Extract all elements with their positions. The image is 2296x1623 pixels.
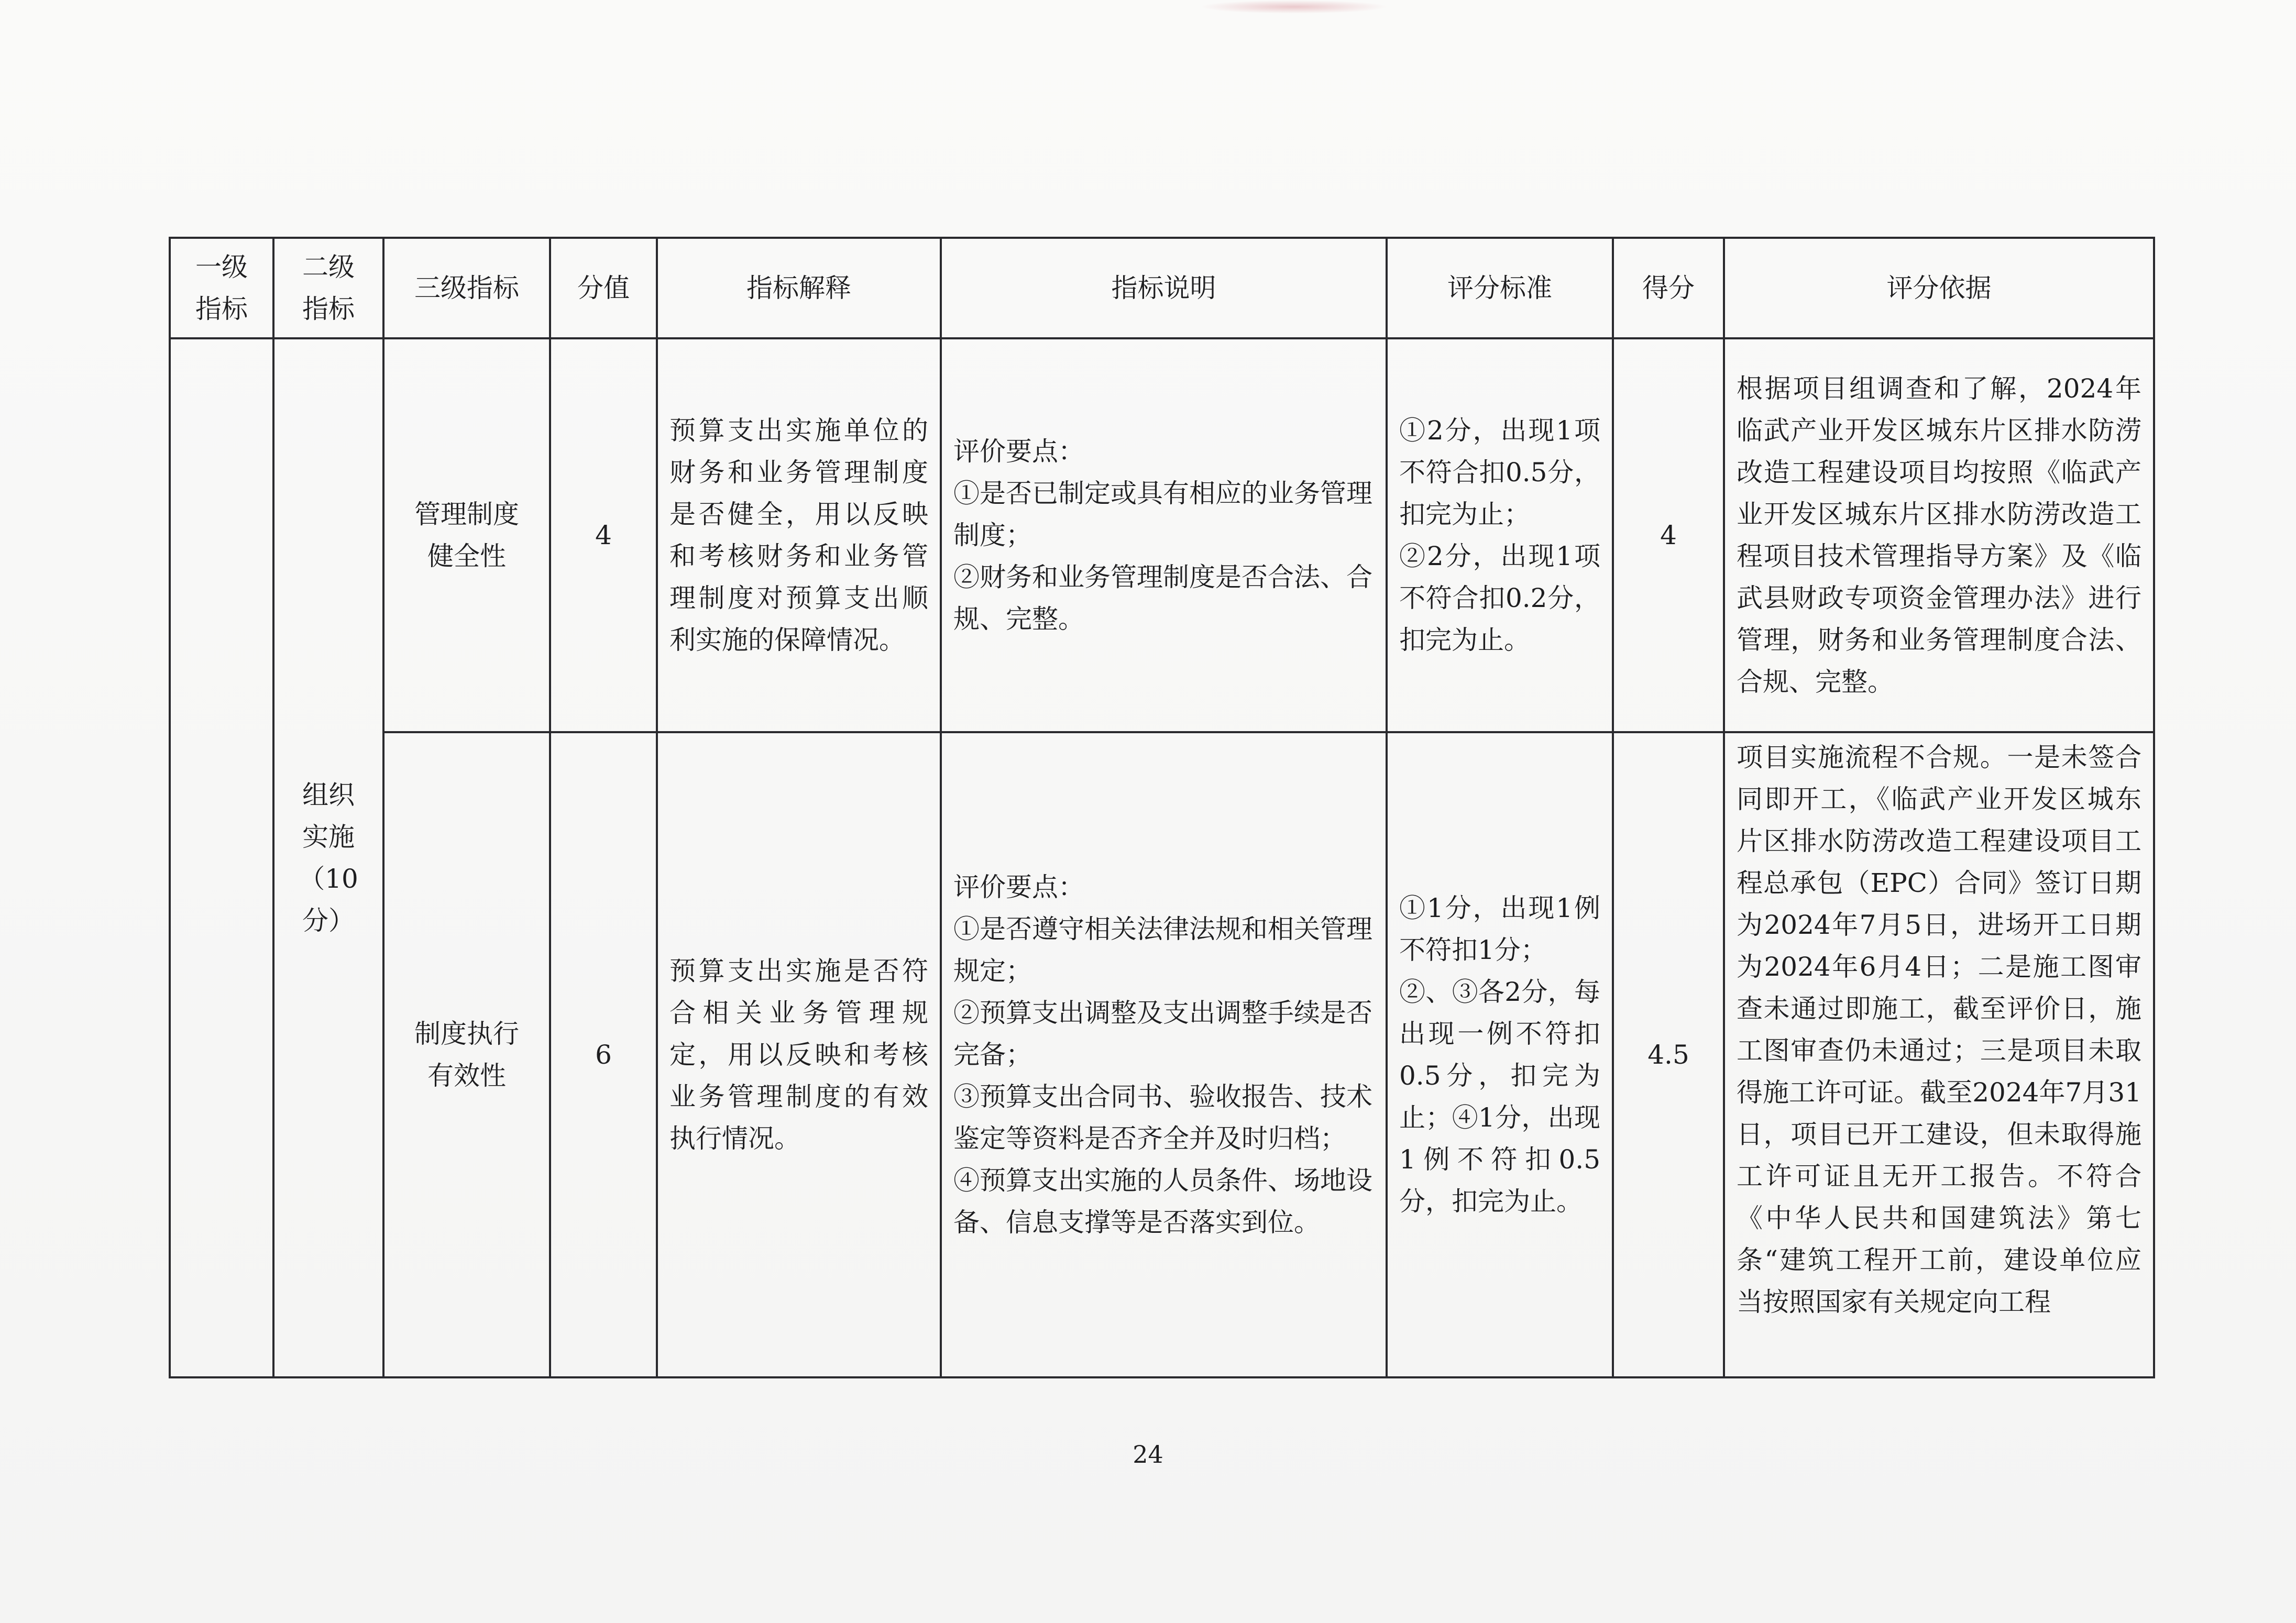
- cell-criteria: ①2分，出现1项不符合扣0.5分，扣完为止； ②2分，出现1项不符合扣0.2分，扣完为止。: [1387, 338, 1613, 732]
- cell-score: 4.5: [1613, 732, 1724, 1377]
- header-basis: 评分依据: [1724, 238, 2154, 338]
- header-level3: 三级指标: [383, 238, 550, 338]
- cell-level2: 组织 实施 （10 分）: [273, 338, 383, 1377]
- cell-value: 4: [550, 338, 657, 732]
- header-score: 得分: [1613, 238, 1724, 338]
- cell-level3: 管理制度 健全性: [383, 338, 550, 732]
- cell-explanation: 预算支出实施单位的财务和业务管理制度是否健全，用以反映和考核财务和业务管理制度对预算支出顺利实施的保障情况。: [657, 338, 941, 732]
- header-level1: 一级 指标: [170, 238, 273, 338]
- cell-level1: [170, 338, 273, 1377]
- cell-score: 4: [1613, 338, 1724, 732]
- header-level2: 二级 指标: [273, 238, 383, 338]
- cell-description: 评价要点： ①是否遵守相关法律法规和相关管理规定； ②预算支出调整及支出调整手续是否完备； ③预算支出合同书、验收报告、技术鉴定等资料是否齐全并及时归档； ④预算支出实施的人员条件、场地设备、信息支撑等是否落实到位。: [941, 732, 1387, 1377]
- header-criteria: 评分标准: [1387, 238, 1613, 338]
- page-number: 24: [1133, 1440, 1163, 1469]
- seal-smudge: [1200, 0, 1388, 14]
- cell-basis: 项目实施流程不合规。一是未签合同即开工，《临武产业开发区城东片区排水防涝改造工程建设项目工程总承包（EPC）合同》签订日期为2024年7月5日，进场开工日期为2024年6月4日；二是施工图审查未通过即施工，截至评价日，施工图审查仍未通过；三是项目未取得施工许可证。截至2024年7月31日，项目已开工建设，但未取得施工许可证且无开工报告。不符合《中华人民共和国建筑法》第七条“建筑工程开工前，建设单位应当按照国家有关规定向工程: [1724, 732, 2154, 1377]
- header-value: 分值: [550, 238, 657, 338]
- table-row: [170, 732, 2154, 1377]
- cell-level3: 制度执行 有效性: [383, 732, 550, 1377]
- table-row: [170, 338, 2154, 732]
- header-description: 指标说明: [941, 238, 1387, 338]
- cell-description: 评价要点： ①是否已制定或具有相应的业务管理制度； ②财务和业务管理制度是否合法、合规、完整。: [941, 338, 1387, 732]
- cell-criteria: ①1分，出现1例不符扣1分； ②、③各2分，每出现一例不符扣0.5分，扣完为止；④1分，出现1例不符扣0.5分，扣完为止。: [1387, 732, 1613, 1377]
- header-explanation: 指标解释: [657, 238, 941, 338]
- cell-value: 6: [550, 732, 657, 1377]
- cell-explanation: 预算支出实施是否符合相关业务管理规定，用以反映和考核业务管理制度的有效执行情况。: [657, 732, 941, 1377]
- cell-basis: 根据项目组调查和了解，2024年临武产业开发区城东片区排水防涝改造工程建设项目均按照《临武产业开发区城东片区排水防涝改造工程项目技术管理指导方案》及《临武县财政专项资金管理办法》进行管理，财务和业务管理制度合法、合规、完整。: [1724, 338, 2154, 732]
- table-header-row: [170, 238, 2154, 338]
- evaluation-table: [169, 237, 2155, 1378]
